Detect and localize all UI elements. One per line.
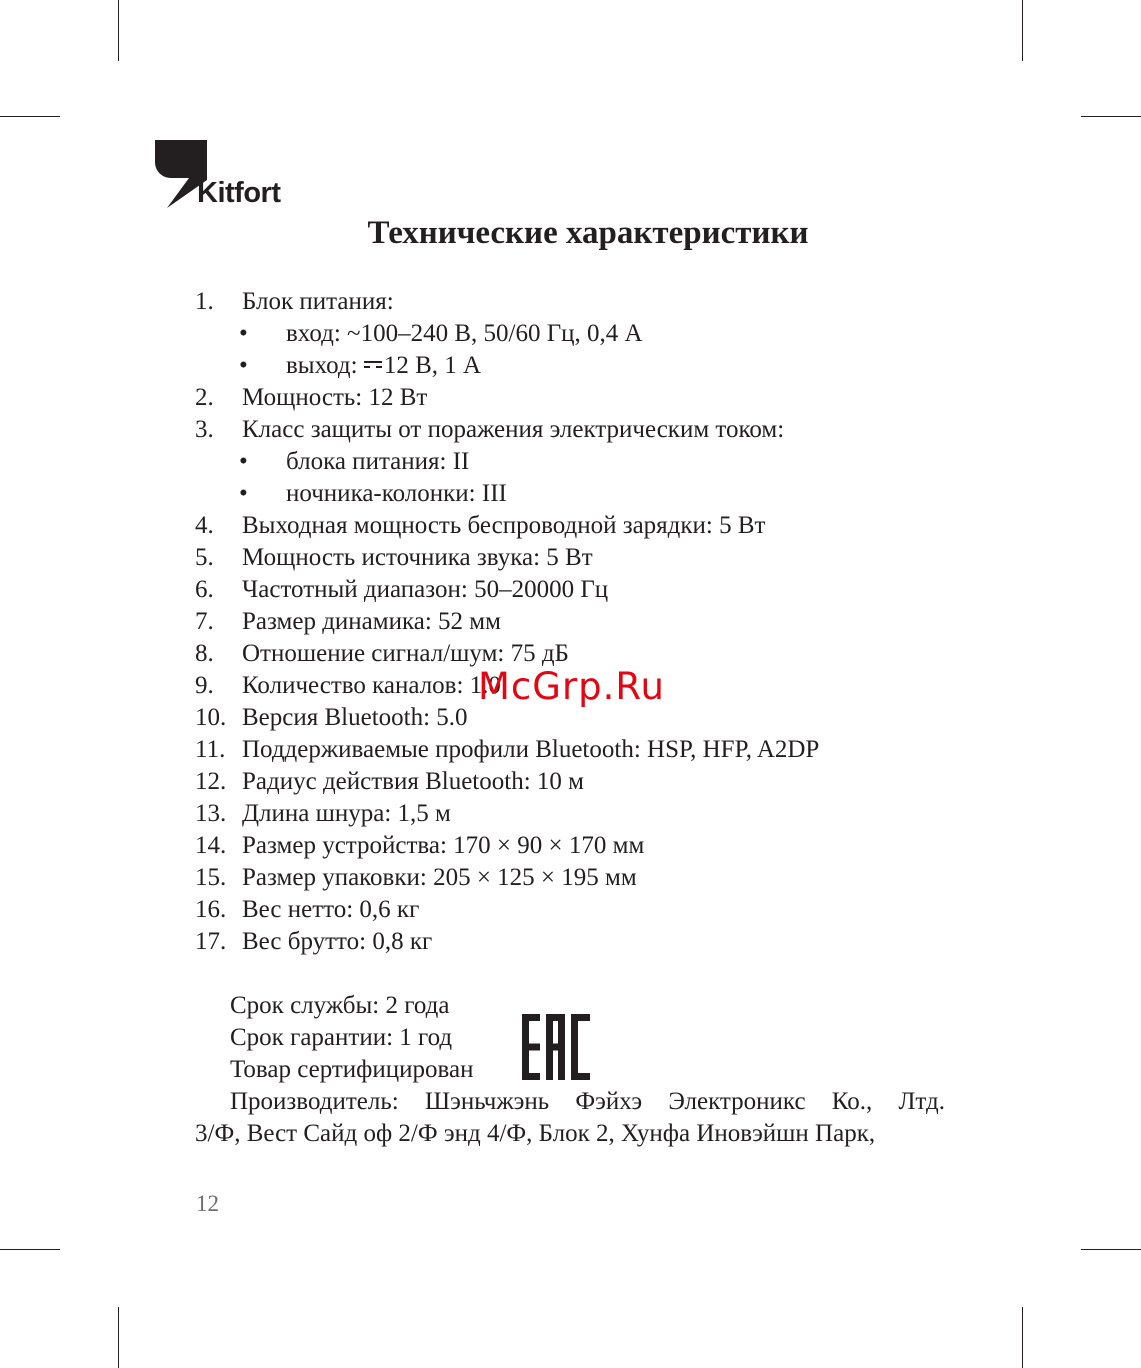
- spec-text: Версия Bluetooth: 5.0: [242, 704, 468, 731]
- spec-text: Выходная мощность беспроводной зарядки: 5 Вт: [242, 512, 766, 539]
- brand-name: Kitfort: [197, 177, 281, 209]
- spec-number: 5.: [195, 544, 214, 571]
- crop-mark: [0, 116, 60, 117]
- spec-row: [195, 350, 955, 382]
- spec-subitem: [286, 350, 481, 382]
- spec-text: вход: ~100–240 В, 50/60 Гц, 0,4 А: [286, 320, 643, 347]
- spec-text: Частотный диапазон: 50–20000 Гц: [242, 576, 609, 603]
- spec-number: 7.: [195, 608, 214, 635]
- spec-text: Длина шнура: 1,5 м: [242, 800, 451, 827]
- spec-row: [195, 286, 955, 318]
- spec-row: [195, 574, 955, 606]
- spec-number: 14.: [195, 832, 227, 859]
- bullet-icon: •: [239, 320, 248, 347]
- spec-text: Размер упаковки: 205 × 125 × 195 мм: [242, 864, 637, 891]
- certified: Товар сертифицирован: [230, 1056, 474, 1083]
- spec-row: [195, 862, 955, 894]
- crop-mark: [1081, 116, 1141, 117]
- spec-row: [195, 798, 955, 830]
- spec-text: Поддерживаемые профили Bluetooth: HSP, HFP, A2DP: [242, 736, 820, 763]
- spec-number: 17.: [195, 928, 227, 955]
- spec-text: Отношение сигнал/шум: 75 дБ: [242, 640, 569, 667]
- warranty: Срок гарантии: 1 год: [230, 1024, 453, 1051]
- spec-row: [195, 446, 955, 478]
- spec-number: 4.: [195, 512, 214, 539]
- spec-text: Количество каналов: 1.0: [242, 672, 501, 699]
- manufacturer-line-1: Производитель: Шэньчжэнь Фэйхэ Электроникс Ко., Лтд.: [230, 1088, 945, 1115]
- spec-text: 12 В, 1 А: [383, 352, 482, 379]
- spec-text: Радиус действия Bluetooth: 10 м: [242, 768, 584, 795]
- spec-number: 8.: [195, 640, 214, 667]
- spec-number: 3.: [195, 416, 214, 443]
- spec-list: [195, 286, 955, 958]
- spec-row: [195, 766, 955, 798]
- spec-subitem: [286, 478, 507, 510]
- spec-number: 13.: [195, 800, 227, 827]
- spec-row: [195, 414, 955, 446]
- spec-number: 11.: [195, 736, 226, 763]
- spec-text: ночника-колонки: III: [286, 480, 507, 507]
- spec-text: Мощность: 12 Вт: [242, 384, 428, 411]
- spec-row: [195, 542, 955, 574]
- spec-row: [195, 606, 955, 638]
- spec-subitem: [286, 318, 643, 350]
- spec-number: 12.: [195, 768, 227, 795]
- crop-mark: [0, 1249, 60, 1250]
- spec-row: [195, 478, 955, 510]
- direct-current-icon: [364, 359, 382, 369]
- bullet-icon: •: [239, 480, 248, 507]
- spec-text: Вес брутто: 0,8 кг: [242, 928, 433, 955]
- spec-text: Класс защиты от поражения электрическим током:: [242, 416, 785, 443]
- spec-row: [195, 894, 955, 926]
- spec-text: блока питания: II: [286, 448, 470, 475]
- spec-number: 1.: [195, 288, 214, 315]
- bullet-icon: •: [239, 352, 248, 379]
- crop-mark: [118, 1307, 119, 1368]
- manufacturer-line-2: 3/Ф, Вест Сайд оф 2/Ф энд 4/Ф, Блок 2, Хунфа Иновэйшн Парк,: [195, 1120, 876, 1147]
- spec-prefix: выход:: [286, 352, 364, 379]
- service-life: Срок службы: 2 года: [230, 992, 450, 1019]
- spec-number: 6.: [195, 576, 214, 603]
- watermark: McGrp.Ru: [478, 665, 665, 708]
- spec-text: Вес нетто: 0,6 кг: [242, 896, 420, 923]
- crop-mark: [1022, 0, 1023, 61]
- spec-text: Размер устройства: 170 × 90 × 170 мм: [242, 832, 645, 859]
- spec-subitem: [286, 446, 469, 478]
- crop-mark: [1081, 1249, 1141, 1250]
- spec-row: [195, 382, 955, 414]
- spec-number: 10.: [195, 704, 227, 731]
- spec-row: [195, 926, 955, 958]
- spec-row: [195, 734, 955, 766]
- spec-number: 16.: [195, 896, 227, 923]
- spec-text: Мощность источника звука: 5 Вт: [242, 544, 593, 571]
- crop-mark: [1022, 1307, 1023, 1368]
- spec-number: 15.: [195, 864, 227, 891]
- spec-text: Блок питания:: [242, 288, 394, 315]
- spec-row: [195, 830, 955, 862]
- spec-row: [195, 318, 955, 350]
- spec-text: Размер динамика: 52 мм: [242, 608, 501, 635]
- page-title: Технические характеристики: [367, 215, 809, 251]
- spec-row: [195, 510, 955, 542]
- bullet-icon: •: [239, 448, 248, 475]
- crop-mark: [118, 0, 119, 61]
- page-number: 12: [196, 1191, 219, 1216]
- spec-number: 2.: [195, 384, 214, 411]
- spec-number: 9.: [195, 672, 214, 699]
- eac-mark-icon: [522, 1014, 590, 1080]
